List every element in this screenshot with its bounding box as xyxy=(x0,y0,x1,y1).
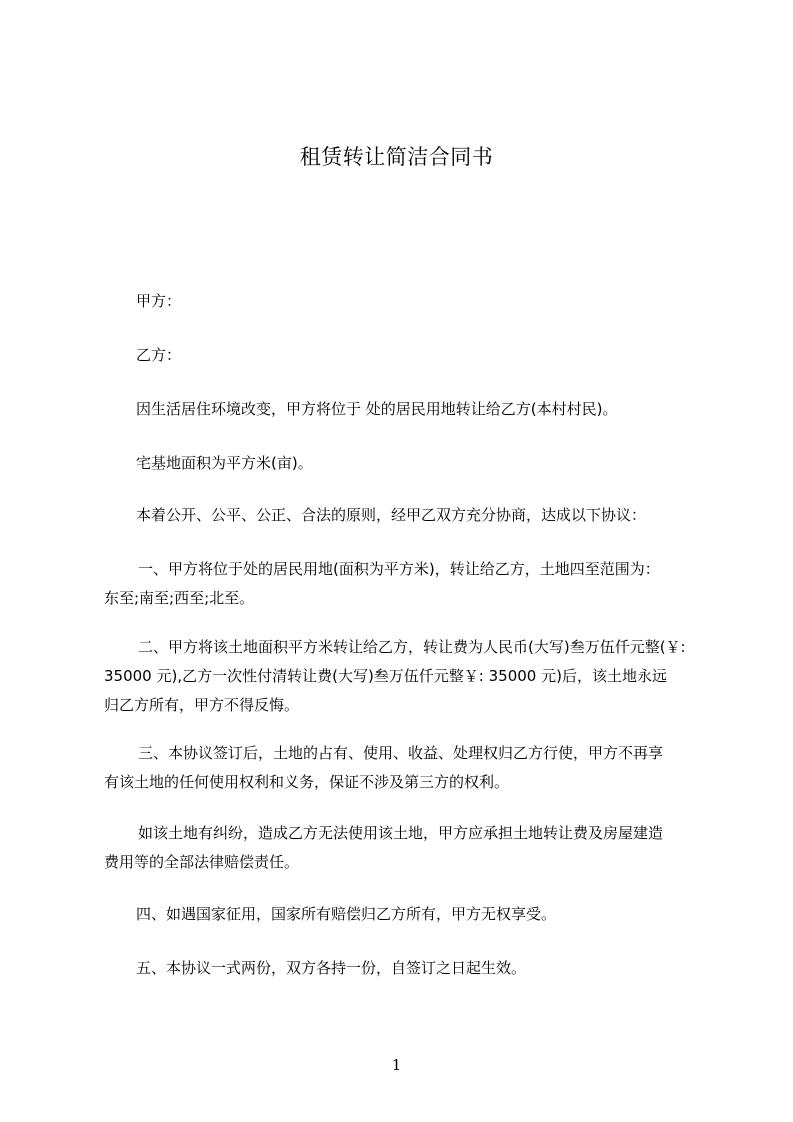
principle-text: 本着公开、公平、公正、合法的原则，经甲乙双方充分协商，达成以下协议： xyxy=(136,506,647,524)
dispute-paragraph xyxy=(104,819,704,877)
clause-2-line: 二、甲方将该土地面积平方米转让给乙方，转让费为人民币(大写)叁万伍仟元整(￥: xyxy=(138,638,686,656)
party-a-text: 甲方： xyxy=(136,292,182,310)
page-number: 1 xyxy=(391,1056,402,1074)
clause-3 xyxy=(104,739,704,797)
intro-text: 因生活居住环境改变，甲方将位于 处的居民用地转让给乙方(本村村民)。 xyxy=(136,400,618,418)
document-title: 租赁转让简洁合同书 xyxy=(299,145,494,169)
clause-4-text: 四、如遇国家征用，国家所有赔偿归乙方所有，甲方无权享受。 xyxy=(136,905,557,923)
clause-1-line: 一、甲方将位于处的居民用地(面积为平方米)，转让给乙方，土地四至范围为： xyxy=(138,560,660,578)
clause-2 xyxy=(104,633,704,720)
clause-2-line: 归乙方所有，甲方不得反悔。 xyxy=(104,696,300,714)
clause-5-text: 五、本协议一式两份，双方各持一份，自签订之日起生效。 xyxy=(136,959,527,977)
clause-1 xyxy=(104,555,704,613)
clause-3-line: 有该土地的任何使用权利和义务，保证不涉及第三方的权利。 xyxy=(104,773,510,791)
area-paragraph xyxy=(104,449,704,478)
clause-3-line: 三、本协议签订后，土地的占有、使用、收益、处理权归乙方行使，甲方不再享 xyxy=(138,744,664,762)
clause-2-line: 35000 元),乙方一次性付清转让费(大写)叁万伍仟元整￥: 35000 元)后，该土地永远 xyxy=(104,667,667,685)
intro-paragraph xyxy=(104,395,704,424)
party-a-label xyxy=(104,287,704,316)
party-b-label xyxy=(104,341,704,370)
area-text: 宅基地面积为平方米(亩)。 xyxy=(136,454,313,472)
dispute-line: 如该土地有纠纷，造成乙方无法使用该土地，甲方应承担土地转让费及房屋建造 xyxy=(138,824,664,842)
dispute-line: 费用等的全部法律赔偿责任。 xyxy=(104,853,300,871)
clause-4 xyxy=(104,900,704,929)
clause-1-line: 东至;南至;西至;北至。 xyxy=(104,589,255,607)
party-b-text: 乙方： xyxy=(136,346,182,364)
principle-paragraph xyxy=(104,501,704,530)
clause-5 xyxy=(104,954,704,983)
